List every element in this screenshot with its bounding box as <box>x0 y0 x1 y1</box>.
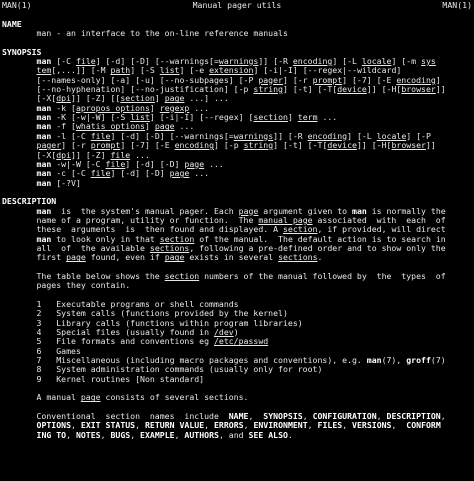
text-span: to look only in that <box>51 234 160 244</box>
text-span: -K [-w|-W] [-S <box>51 113 131 123</box>
text-span: ] [-r <box>282 75 313 85</box>
text-line <box>2 85 472 94</box>
text-line <box>2 169 472 178</box>
bold-text: EXIT STATUS <box>80 421 136 431</box>
text-line <box>2 431 472 440</box>
header-center: Manual pager utils <box>192 0 282 10</box>
underlined-text: pager <box>36 141 62 151</box>
text-line <box>2 38 472 47</box>
header-left: MAN(1) <box>2 0 32 10</box>
underlined-text: dpi <box>56 94 72 104</box>
text-line <box>2 244 472 253</box>
text-span <box>2 421 37 430</box>
text-span: 3 Library calls (functions within program libraries) <box>2 318 303 328</box>
underlined-text: string <box>243 141 274 151</box>
text-line <box>2 29 472 38</box>
text-span: [,...]] [-M <box>51 66 111 76</box>
text-line <box>2 207 472 216</box>
underlined-text: file <box>75 57 96 67</box>
text-line <box>2 76 472 85</box>
underlined-text: page <box>154 122 175 132</box>
bold-text: man <box>366 356 382 366</box>
underlined-text: /etc/passwd <box>213 337 269 347</box>
text-span: , <box>440 412 446 422</box>
text-span: , and <box>218 430 249 440</box>
text-line <box>2 132 472 141</box>
underlined-text: section <box>120 94 155 104</box>
text-span: ... <box>189 103 210 113</box>
text-span: 9 Kernel routines [Non standard] <box>2 374 205 384</box>
text-span: ] [-L <box>347 131 377 141</box>
bold-text: man <box>36 169 52 179</box>
underlined-text: warnings <box>233 131 274 141</box>
text-span: ] <box>435 75 441 85</box>
text-line <box>2 66 472 75</box>
underlined-text: list <box>159 66 180 76</box>
text-span <box>2 141 37 150</box>
text-span: The table below shows the <box>2 271 165 281</box>
text-span: [--no-hyphenation] [--no-justification] [-p <box>2 85 254 95</box>
header-right: MAN(1) <box>442 0 472 10</box>
bold-text: SEE ALSO <box>248 430 288 440</box>
text-line <box>2 412 472 421</box>
text-line <box>2 225 472 234</box>
text-span: ] [-7] [-E <box>342 75 397 85</box>
underlined-text: whatis options <box>75 122 145 132</box>
text-line <box>2 421 472 430</box>
text-line <box>2 235 472 244</box>
underlined-text: page <box>66 253 86 263</box>
text-span: exists in several <box>184 253 279 263</box>
text-line <box>2 403 472 412</box>
text-span: ] [-d] [-D] <box>125 159 185 169</box>
text-line <box>2 263 472 272</box>
text-span: 7 Miscellaneous (including macro packages and conventions), e.g. <box>2 356 367 366</box>
underlined-text: tem <box>36 66 52 76</box>
text-span: ]] [-R <box>258 57 293 67</box>
text-span: numbers of the manual followed by the types of <box>199 271 446 281</box>
text-line <box>2 375 472 384</box>
text-line <box>2 160 472 169</box>
text-span: ] [-d] [-D] [--warnings[= <box>110 131 234 141</box>
bold-text: ING TO <box>36 430 67 440</box>
text-line <box>2 337 472 346</box>
text-span: ] <box>154 94 165 104</box>
text-span: [-X[ <box>2 94 57 104</box>
underlined-text: section <box>164 271 200 281</box>
text-line <box>2 122 472 131</box>
man-page-header <box>2 1 472 10</box>
text-span: found, even if <box>85 253 165 263</box>
bold-text: RETURN VALUE <box>144 421 205 431</box>
text-line <box>2 319 472 328</box>
underlined-text: string <box>253 85 283 95</box>
text-span: ] <box>149 103 160 113</box>
text-line <box>2 48 472 57</box>
bold-text: ENVIRONMENT <box>253 421 308 431</box>
text-span <box>2 132 37 141</box>
text-span: , <box>130 430 141 440</box>
text-line <box>2 188 472 197</box>
text-span: ] [-7] [-E <box>120 141 175 151</box>
underlined-text: locale <box>376 131 407 141</box>
underlined-text: dpi <box>56 150 72 160</box>
text-line <box>2 309 472 318</box>
text-span: ) <box>233 328 239 338</box>
text-span: ] [-m <box>391 57 422 67</box>
text-span: . <box>287 430 293 440</box>
text-span: ] [-p <box>214 141 244 151</box>
bold-text: EXAMPLE <box>140 430 175 440</box>
text-line <box>2 393 472 402</box>
text-span: man - an interface to the on-line reference manuals <box>2 29 288 39</box>
text-span: (7), <box>381 356 407 366</box>
bold-text: ERRORS <box>214 421 244 431</box>
text-span: ] [-t] [-T[ <box>282 85 338 95</box>
text-span: ... <box>174 122 195 132</box>
bold-text: groff <box>406 356 431 366</box>
text-line <box>2 365 472 374</box>
underlined-text: prompt <box>90 141 121 151</box>
text-span: , <box>391 421 407 431</box>
text-span: ... <box>317 113 338 123</box>
bold-text: BUGS <box>110 430 131 440</box>
text-span: (7) <box>430 356 446 366</box>
text-span: 1 Executable programs or shell commands <box>2 300 239 309</box>
text-span: is the system's manual pager. Each <box>51 206 239 216</box>
text-span: , <box>66 430 76 440</box>
bold-text: NOTES <box>75 430 101 440</box>
text-span: of the manual. The default action is to search in <box>194 234 446 244</box>
text-span: , <box>376 412 387 422</box>
text-line <box>2 384 472 393</box>
underlined-text: extension <box>209 66 254 76</box>
text-span: , if provided, will direct <box>317 225 446 235</box>
text-span: 8 System administration commands (usually only for root) <box>2 365 323 375</box>
text-span: 2 System calls (functions provided by the kernel) <box>2 309 288 319</box>
text-span: all of the available <box>2 243 150 253</box>
text-span: pages they contain. <box>2 281 131 291</box>
text-span: ] [-d] [-D] <box>110 169 170 179</box>
text-span: consists of several sections. <box>100 393 249 403</box>
text-span: ] [-P <box>406 131 431 141</box>
text-span: ]] <box>435 85 446 95</box>
text-span <box>2 104 37 113</box>
underlined-text: file <box>110 150 131 160</box>
bold-text: AUTHORS <box>184 430 219 440</box>
text-line <box>2 179 472 188</box>
text-span: , <box>100 430 111 440</box>
text-span: -c [-C <box>51 169 91 179</box>
underlined-text: page <box>184 159 205 169</box>
text-span <box>2 169 37 178</box>
text-line <box>2 291 472 300</box>
text-span <box>2 113 37 122</box>
text-span: ] [-L <box>332 57 362 67</box>
text-span: is normally the <box>366 206 446 216</box>
text-span: ]] [-Z] [[ <box>71 94 121 104</box>
text-span <box>2 122 37 131</box>
text-span: , <box>174 430 185 440</box>
underlined-text: page <box>80 393 101 403</box>
text-span: -l [-C <box>51 131 91 141</box>
underlined-text: apropos options <box>75 103 150 113</box>
underlined-text: browser <box>391 141 426 151</box>
text-span: , <box>307 421 318 431</box>
text-span: ... <box>189 169 210 179</box>
text-line <box>2 216 472 225</box>
text-span: these arguments is then found and displayed. A <box>2 225 283 235</box>
underlined-text: list <box>130 113 150 123</box>
bold-text: SYNOPSIS <box>2 47 42 57</box>
text-span <box>2 235 37 244</box>
underlined-text: sections <box>149 243 190 253</box>
underlined-text: page <box>169 169 190 179</box>
bold-text: man <box>36 206 52 216</box>
text-span: name of a program, utility or function. The <box>2 215 259 225</box>
bold-text: NAME <box>2 19 22 29</box>
text-span: , <box>243 421 254 431</box>
text-span: -w|-W [-C <box>51 159 106 169</box>
text-span: ... <box>204 159 224 169</box>
text-span: ]] [-R <box>273 131 308 141</box>
underlined-text: term <box>297 113 318 123</box>
text-span <box>2 431 37 440</box>
text-line <box>2 272 472 281</box>
bold-text: CONFORM <box>406 421 441 431</box>
bold-text: VERSIONS <box>352 421 392 431</box>
text-span: ] [-r <box>61 141 91 151</box>
text-span: ... <box>130 150 150 160</box>
text-span: Conventional section names include <box>2 412 229 422</box>
text-span: [--names-only] [-a] [-u] [--no-subpages] [-P <box>2 75 259 85</box>
text-span: ] [-i|-I] [--regex|--wildcard] <box>253 66 402 76</box>
text-span <box>2 57 37 66</box>
bold-text: NAME <box>228 412 249 422</box>
underlined-text: warnings <box>218 57 259 67</box>
underlined-text: page <box>238 206 259 216</box>
underlined-text: pager <box>258 75 283 85</box>
bold-text: CONFIGURATION <box>312 412 377 422</box>
bold-text: man <box>36 178 52 188</box>
text-span: ]] <box>426 141 436 151</box>
text-span: , <box>204 421 214 431</box>
underlined-text: section <box>159 234 195 244</box>
text-span: ]] [-Z] <box>71 150 111 160</box>
bold-text: man <box>36 103 52 113</box>
underlined-text: section <box>253 113 288 123</box>
text-span: ]] [-H[ <box>356 141 392 151</box>
underlined-text: encoding <box>292 57 333 67</box>
underlined-text: file <box>105 159 126 169</box>
text-span: ]] [-H[ <box>366 85 402 95</box>
text-span: -k [ <box>51 103 76 113</box>
underlined-text: sections <box>278 253 318 263</box>
bold-text: DESCRIPTION <box>2 197 57 207</box>
underlined-text: file <box>90 169 111 179</box>
bold-text: man <box>36 113 52 123</box>
text-line <box>2 356 472 365</box>
bold-text: man <box>36 234 52 244</box>
text-line <box>2 10 472 19</box>
text-span: . <box>317 253 323 263</box>
text-span: associated with each of <box>312 215 446 225</box>
underlined-text: device <box>337 85 367 95</box>
bold-text: man <box>36 57 52 67</box>
underlined-text: manual page <box>258 215 313 225</box>
text-span: ] [-d] [-D] [--warnings[= <box>95 57 219 67</box>
text-span: ...] ... <box>184 94 229 104</box>
text-span: ] [-e <box>179 66 210 76</box>
underlined-text: page <box>164 253 185 263</box>
text-span <box>2 66 37 75</box>
text-span: ] [-i|-I] [--regex] [ <box>149 113 254 123</box>
bold-text: SYNOPSIS <box>263 412 303 422</box>
text-line <box>2 20 472 29</box>
text-line <box>2 253 472 262</box>
underlined-text: encoding <box>174 141 214 151</box>
underlined-text: /dev <box>213 328 234 338</box>
text-line <box>2 104 472 113</box>
underlined-text: prompt <box>312 75 343 85</box>
text-line <box>2 94 472 103</box>
text-line <box>2 197 472 206</box>
text-span: ] <box>144 122 155 132</box>
text-span: , <box>342 421 353 431</box>
text-span: , <box>248 412 264 422</box>
underlined-text: encoding <box>307 131 348 141</box>
text-span: first <box>2 253 67 263</box>
text-span: ] <box>287 113 298 123</box>
text-span: , following a pre-defined order and to show only the <box>189 243 446 253</box>
text-span: [-X[ <box>2 150 57 160</box>
text-line <box>2 300 472 309</box>
underlined-text: device <box>327 141 357 151</box>
bold-text: FILES <box>317 421 343 431</box>
text-line <box>2 151 472 160</box>
text-line <box>2 141 472 150</box>
text-span: [-C <box>51 57 76 67</box>
text-span: -f [ <box>51 122 76 132</box>
underlined-text: sys <box>421 57 436 67</box>
underlined-text: path <box>110 66 131 76</box>
underlined-text: page <box>164 94 185 104</box>
text-line <box>2 347 472 356</box>
text-span: 5 File formats and conventions eg <box>2 337 214 347</box>
text-span <box>2 179 37 188</box>
text-span: 6 Games <box>2 346 81 356</box>
text-span: ] [-t] [-T[ <box>273 141 328 151</box>
bold-text: man <box>36 122 52 132</box>
text-span: , <box>302 412 313 422</box>
bold-text: man <box>36 159 52 169</box>
bold-text: DESCRIPTION <box>386 412 441 422</box>
text-span: , <box>71 421 81 431</box>
underlined-text: file <box>90 131 111 141</box>
underlined-text: regexp <box>159 103 190 113</box>
underlined-text: section <box>282 225 318 235</box>
man-page-body <box>2 10 472 440</box>
underlined-text: browser <box>401 85 436 95</box>
bold-text: man <box>352 206 367 216</box>
text-span: A manual <box>2 393 81 403</box>
text-span: argument given to <box>258 206 353 216</box>
text-span: , <box>135 421 145 431</box>
text-span: [-?V] <box>51 178 81 188</box>
underlined-text: locale <box>361 57 392 67</box>
bold-text: man <box>36 131 52 141</box>
underlined-text: encoding <box>396 75 436 85</box>
text-span: 4 Special files (usually found in <box>2 328 214 338</box>
text-line <box>2 57 472 66</box>
bold-text: OPTIONS <box>36 421 72 431</box>
text-span <box>2 160 37 169</box>
text-span: ] [-S <box>130 66 160 76</box>
text-line <box>2 113 472 122</box>
text-line <box>2 328 472 337</box>
text-span <box>2 207 37 216</box>
text-line <box>2 281 472 290</box>
